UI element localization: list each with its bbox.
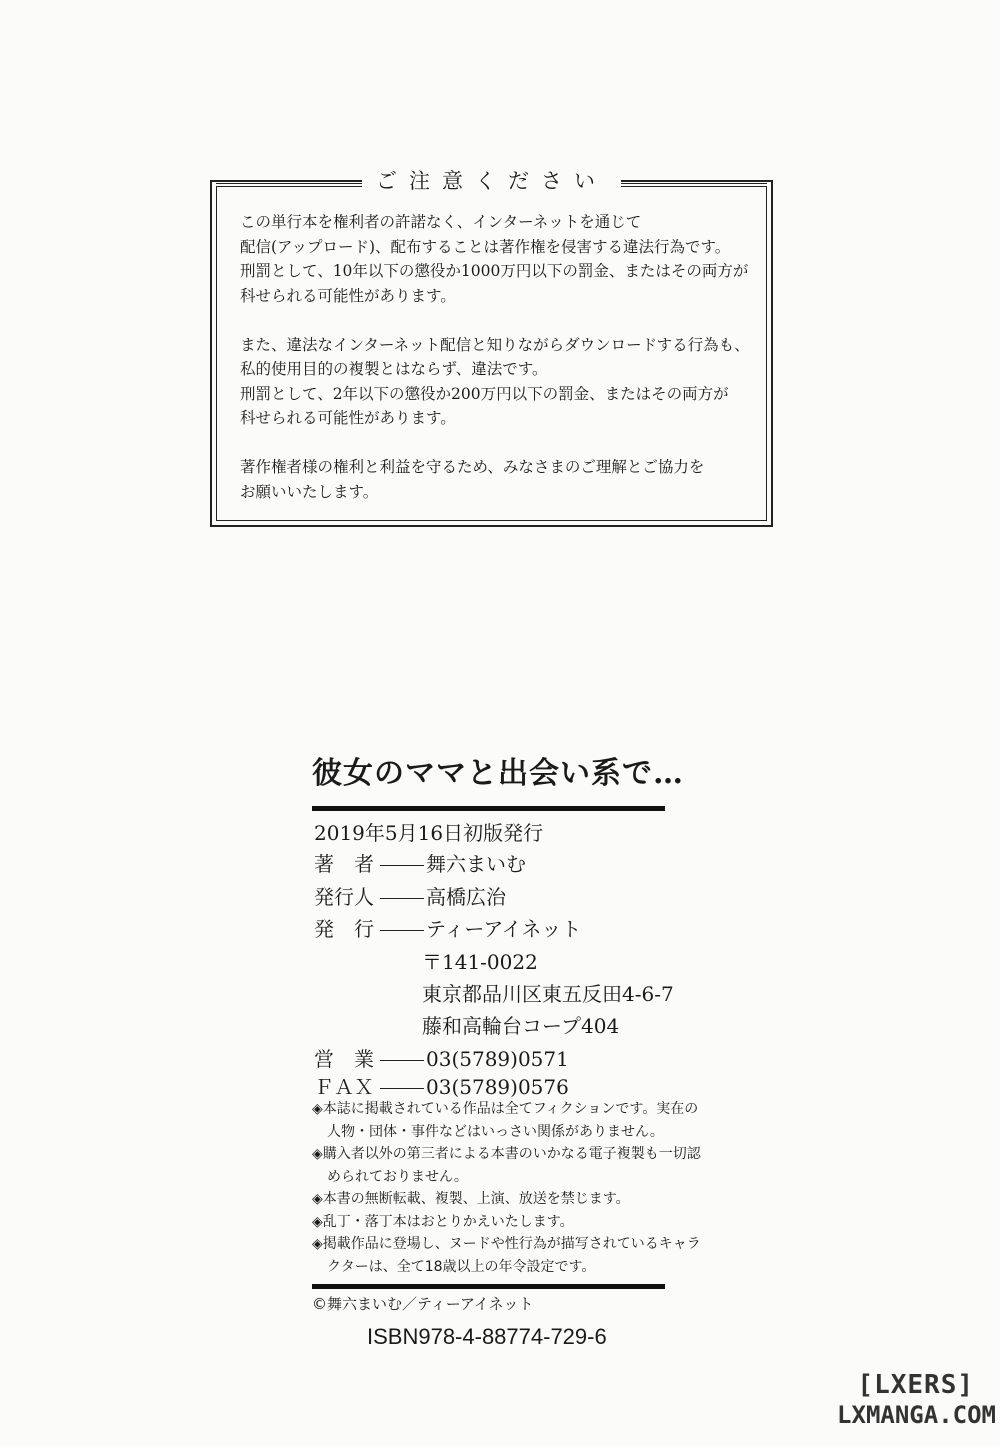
note: ◈本書の無断転載、複製、上演、放送を禁じます。 (312, 1191, 630, 1207)
title-rule (312, 806, 665, 811)
note: ◈乱丁・落丁本はおとりかえいたします。 (312, 1213, 574, 1230)
label: 発行人 (314, 885, 374, 909)
publisher-row (314, 913, 581, 942)
label: 著 者 (314, 852, 374, 876)
value: ティーアイネット (426, 917, 582, 941)
dash (380, 1088, 424, 1089)
notice-paragraph (240, 455, 750, 504)
line: 私的使用目的の複製とはならず、違法です。 (240, 360, 548, 378)
line: 刑罰として、10年以下の懲役か1000万円以下の罰金、またはその両方が (240, 262, 749, 280)
dash (380, 930, 424, 931)
legal-notes (312, 1098, 712, 1278)
line: 科せられる可能性があります。 (240, 409, 456, 427)
notice-paragraph (240, 333, 750, 431)
postal-code: 〒141-0022 (422, 950, 538, 974)
note: ◈本誌に掲載されている作品は全てフィクションです。実在の人物・団体・事件などはいっさい関係がありません。 (312, 1101, 699, 1140)
author-row (314, 848, 526, 877)
dash (380, 865, 424, 866)
label: 発 行 (314, 917, 374, 941)
notice-body (240, 210, 750, 529)
copyright-notice-box (210, 169, 773, 527)
watermark-line: LXMANGA.COM (837, 1401, 996, 1429)
notice-title-text: ご注意ください (362, 169, 621, 193)
note: ◈購入者以外の第三者による本書のいかなる電子複製も一切認められておりません。 (312, 1146, 701, 1185)
dash (380, 1060, 424, 1061)
value: 03(5789)0576 (426, 1075, 569, 1099)
value: 高橋広治 (426, 885, 506, 909)
value: 03(5789)0571 (426, 1047, 569, 1071)
line: 配信(アップロード)、配布することは著作権を侵害する違法行為です。 (240, 237, 731, 256)
isbn: ISBN978-4-88774-729-6 (367, 1324, 607, 1349)
publisher-person-row (314, 881, 506, 910)
address-line: 藤和高輪台コープ404 (422, 1014, 620, 1038)
line: この単行本を権利者の許諾なく、インターネットを通じて (240, 213, 642, 231)
label: 営 業 (314, 1047, 374, 1071)
book-title: 彼女のママと出会い系で… (312, 756, 684, 791)
publication-date: 2019年5月16日初版発行 (314, 821, 544, 845)
notice-paragraph (240, 210, 750, 308)
address-line: 東京都品川区東五反田4-6-7 (422, 982, 674, 1006)
watermark-line: [LXERS] (857, 1370, 974, 1400)
notice-title (212, 165, 771, 195)
watermark-logo (837, 1370, 996, 1430)
line: お願いいたします。 (240, 482, 379, 501)
value: 舞六まいむ (426, 852, 526, 876)
line: 著作権者様の権利と利益を守るため、みなさまのご理解とご協力を (240, 458, 705, 476)
label: ＦＡＸ (314, 1075, 374, 1099)
notes-rule (312, 1284, 665, 1289)
sales-phone-row (314, 1043, 569, 1072)
line: 科せられる可能性があります。 (240, 286, 456, 305)
dash (380, 898, 424, 899)
line: 刑罰として、2年以下の懲役か200万円以下の罰金、またはその両方が (240, 384, 729, 403)
note: ◈掲載作品に登場し、ヌードや性行為が描写されているキャラクターは、全て18歳以上の年令設定です。 (312, 1236, 701, 1275)
fax-row (314, 1071, 569, 1100)
line: また、違法なインターネット配信と知りながらダウンロードする行為も、 (240, 335, 750, 354)
colophon-footer (312, 1098, 732, 1351)
copyright-line: ©舞六まいむ／ティーアイネット (312, 1295, 534, 1313)
